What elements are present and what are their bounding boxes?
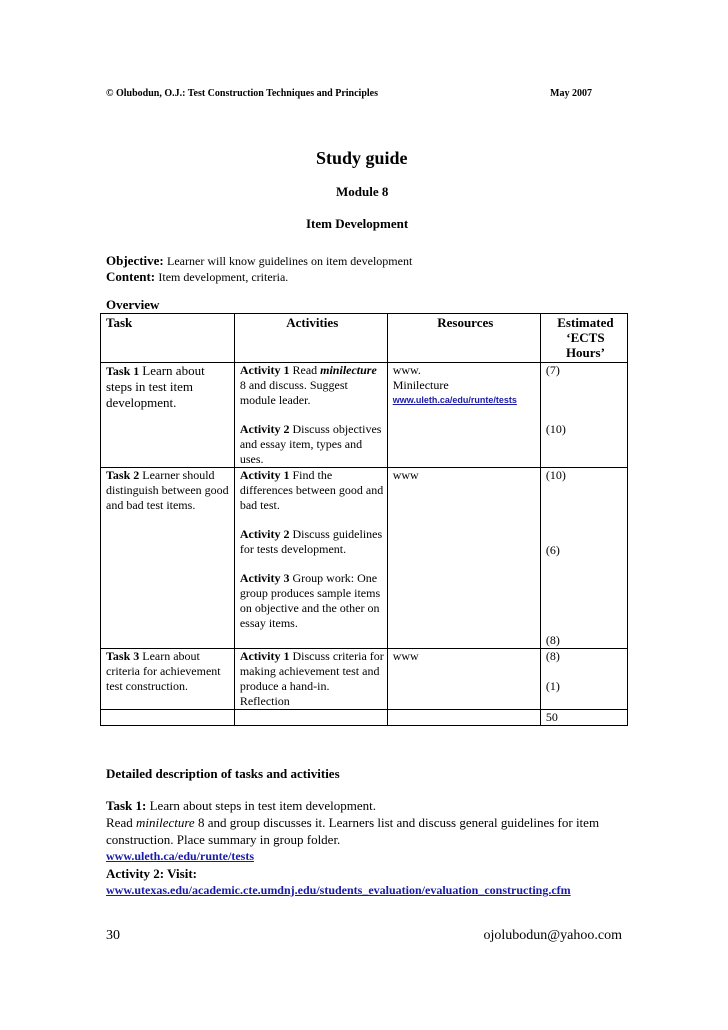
page-title: Study guide (316, 148, 408, 168)
resources-cell (387, 363, 540, 468)
activity-text: Discuss criteria for making achievement test and produce a hand-in. (239, 649, 384, 693)
task-text: Learner should distinguish between good and bad test items. (106, 468, 229, 512)
task1-line (106, 797, 626, 814)
total-value: 50 (540, 710, 627, 726)
footer-email: ojolubodun@yahoo.com (483, 928, 622, 943)
content-text: Item development, criteria. (158, 270, 289, 284)
task-cell (101, 649, 235, 710)
header-estimated: Estimated ‘ECTS Hours’ (540, 314, 627, 363)
activity-text: Discuss objectives and essay item, types and uses. (239, 422, 382, 466)
read-emphasis: minilecture (135, 815, 195, 830)
activity-label: Activity 2 (239, 422, 290, 436)
module-title: Module 8 (336, 184, 389, 199)
activity-text: Find the differences between good and bad test. (239, 468, 384, 512)
estimate-value: (1) (545, 679, 560, 693)
header-activities: Activities (234, 314, 387, 363)
table-row (101, 649, 628, 710)
activity-emphasis: minilecture (320, 363, 377, 377)
estimate-cell (540, 468, 627, 649)
link-uleth[interactable]: www.uleth.ca/edu/runte/tests (106, 849, 254, 863)
content-label: Content: (106, 269, 156, 284)
topic-title: Item Development (306, 216, 409, 231)
page-number: 30 (106, 928, 120, 943)
objective-line (106, 253, 412, 269)
activity-label: Activity 3 (239, 571, 290, 585)
task-label: Task 2 (106, 468, 140, 482)
objective-text: Learner will know guidelines on item development (167, 254, 413, 268)
read-line (106, 814, 626, 848)
detailed-description (106, 797, 626, 899)
study-table (100, 313, 628, 726)
resource-text: www. (392, 363, 421, 377)
content-line (106, 269, 288, 285)
page-header (106, 88, 592, 99)
detailed-heading: Detailed description of tasks and activities (106, 766, 340, 781)
activities-cell (234, 468, 387, 649)
resource-text: www (392, 468, 419, 482)
table-row (101, 363, 628, 468)
empty-cell (234, 710, 387, 726)
activity-text: Read (292, 363, 318, 377)
resource-link[interactable]: www.uleth.ca/edu/runte/tests (392, 395, 517, 405)
estimate-cell (540, 363, 627, 468)
empty-cell (101, 710, 235, 726)
header-resources: Resources (387, 314, 540, 363)
link-utexas[interactable]: www.utexas.edu/academic.cte.umdnj.edu/students_evaluation/evaluation_constructing.cfm (106, 883, 571, 897)
activity-text: Group work: One group produces sample items on objective and the other on essay items. (239, 571, 381, 630)
estimate-value: (10) (545, 422, 566, 436)
header-task: Task (101, 314, 235, 363)
task-label: Task 3 (106, 649, 140, 663)
overview-label: Overview (106, 297, 160, 312)
resources-cell (387, 468, 540, 649)
table-row (101, 468, 628, 649)
table-header-row (101, 314, 628, 363)
task1-text: Learn about steps in test item development. (149, 798, 376, 813)
table-total-row (101, 710, 628, 726)
task-cell (101, 363, 235, 468)
estimate-value: (8) (545, 649, 560, 663)
estimate-value: (7) (545, 363, 560, 377)
activities-cell (234, 649, 387, 710)
activity-label: Activity 1 (239, 468, 290, 482)
task-text: Learn about criteria for achievement test construction. (106, 649, 221, 693)
task-cell (101, 468, 235, 649)
read-text: 8 and group discusses it. Learners list and discuss general guidelines for item construction. Place summary in group folder. (106, 815, 600, 847)
empty-cell (387, 710, 540, 726)
task-text: Learn about steps in test item development. (106, 363, 205, 410)
header-left: © Olubodun, O.J.: Test Construction Techniques and Principles (106, 88, 378, 99)
activities-cell (234, 363, 387, 468)
activity-label: Activity 2 (239, 527, 290, 541)
estimate-value: (10) (545, 468, 566, 482)
header-date: May 2007 (550, 88, 592, 99)
activity-text: 8 and discuss. Suggest module leader. (239, 378, 348, 407)
estimate-value: (6) (545, 543, 560, 557)
resource-text: www (392, 649, 419, 663)
estimate-value: (8) (545, 633, 560, 647)
estimate-cell (540, 649, 627, 710)
activity-label: Activity 1 (239, 363, 290, 377)
task1-label: Task 1: (106, 798, 147, 813)
activity-text: Reflection (239, 694, 290, 708)
activity2-label: Activity 2: Visit: (106, 866, 197, 881)
activity-label: Activity 1 (239, 649, 290, 663)
resources-cell (387, 649, 540, 710)
activity-text: Discuss guidelines for tests development. (239, 527, 383, 556)
read-text: Read (106, 815, 133, 830)
task-label: Task 1 (106, 364, 140, 378)
objective-label: Objective: (106, 253, 164, 268)
resource-text: Minilecture (392, 378, 449, 392)
